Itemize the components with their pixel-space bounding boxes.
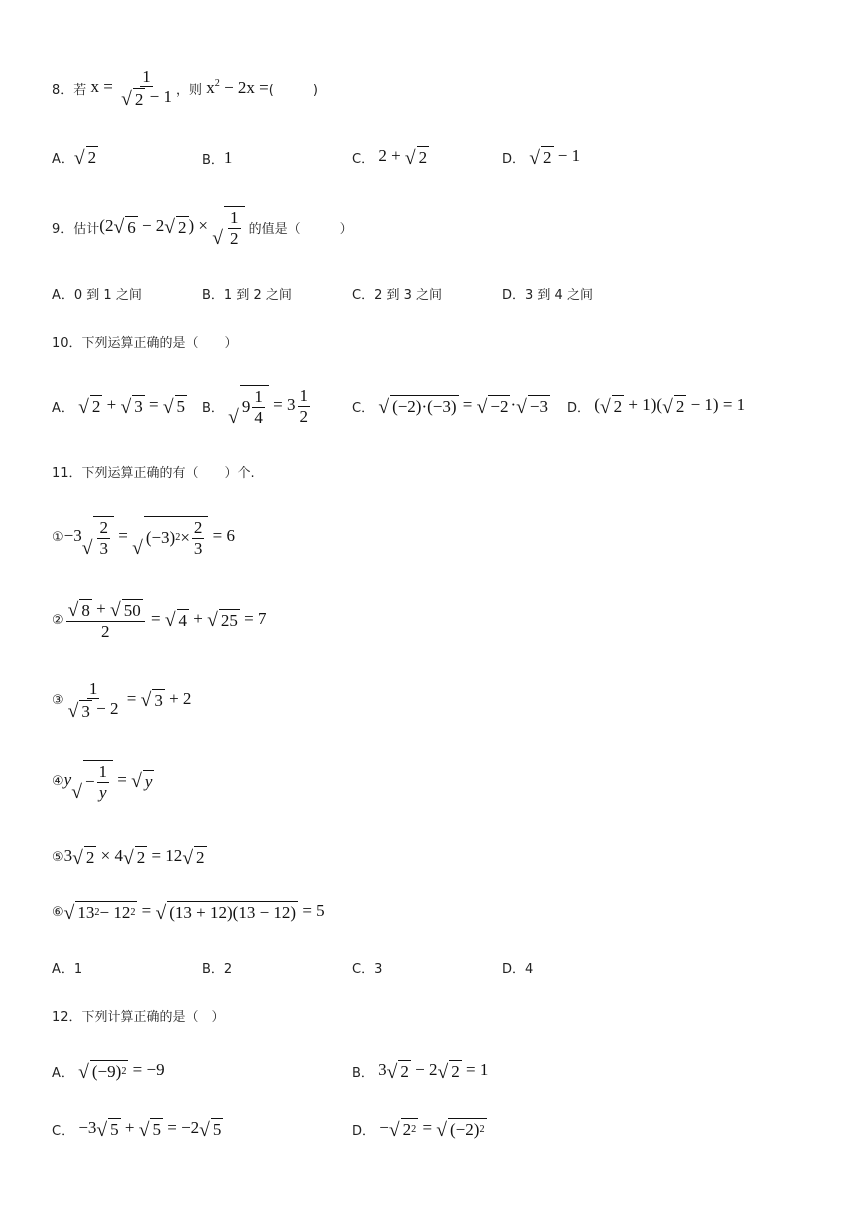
- q9-option-b: B．1 到 2 之间: [202, 288, 292, 303]
- q11-item-5: ⑤ 3 √ 2 × 4 √ 2 = 12 √ 2: [52, 845, 205, 869]
- q11-item-4: ④ y √ − $\frac{1}{y}$ = √ y: [52, 761, 153, 803]
- q8-option-a: A． √ 2: [52, 147, 97, 169]
- q10-option-a: A． √ 2 + √ 3 = √ 5: [52, 394, 186, 418]
- q11-item-1: ① −3 √ $\frac{2}{3}$ = √ (−3) 2 × $\frac{2}{3}$ = 6: [52, 517, 236, 559]
- q8-paren: ( ): [268, 82, 318, 98]
- q10-option-b: B． √ 9 $\frac{1}{4}$ = 3 $\frac{1}{2}$: [202, 385, 308, 428]
- q9-expression: (2 √ 6 − 2 √ 2 ) × √ $\frac{1}{2}$: [99, 206, 244, 248]
- q9-stem: 9．估计 (2 √ 6 − 2 √ 2 ) × √ $\frac{1}{2}$ 的值是（ ）: [52, 207, 353, 249]
- q11-item-6: ⑥ √ 13 2 − 12 2 = √ (13 + 12)(13 − 12) = 5: [52, 900, 325, 924]
- q12-stem: 12．下列计算正确的是（ ）: [52, 1010, 225, 1025]
- q11-item-3: ③ 1 √ 3 − 2 = √ 3 + 2: [52, 678, 192, 722]
- q12-option-d: D． − √ 2 2 = √ (−2) 2: [352, 1117, 485, 1141]
- q11-item-2: ② √ 8 + √ 50 2 = √ 4 + √ 25 = 7: [52, 598, 267, 641]
- q8-equation: x = 1 √ 2 − 1: [86, 66, 172, 110]
- q12-option-b: B． 3 √ 2 − 2 √ 2 = 1: [352, 1059, 489, 1083]
- q12-option-c: C． −3 √ 5 + √ 5 = −2 √ 5: [52, 1117, 222, 1141]
- q11-option-a: A．1: [52, 962, 83, 977]
- q8-expression: $x^2 - 2x$ =: [201, 77, 269, 97]
- q8-number: 8．若: [52, 82, 87, 98]
- q9-option-d: D．3 到 4 之间: [502, 288, 593, 303]
- q11-option-b: B．2: [202, 962, 233, 977]
- q9-option-c: C．2 到 3 之间: [352, 288, 443, 303]
- q12-option-a: A． √ (−9) 2 = −9: [52, 1059, 165, 1083]
- q10-option-c: C． √ (−2)·(−3) = √ −2 · √ −3: [352, 394, 548, 418]
- q8-stem: [52, 68, 318, 108]
- q8-option-d: D． √ 2 − 1: [502, 146, 581, 169]
- q8-option-c: C． 2 + √ 2: [352, 146, 428, 169]
- q11-option-c: C．3: [352, 962, 383, 977]
- q10-option-d: D． ( √ 2 + 1)( √ 2 − 1) = 1: [567, 394, 746, 418]
- q11-option-d: D．4: [502, 962, 534, 977]
- q10-stem: 10．下列运算正确的是（ ）: [52, 336, 238, 351]
- q11-stem: 11．下列运算正确的有（ ）个.: [52, 466, 255, 481]
- q9-option-a: A．0 到 1 之间: [52, 288, 142, 303]
- q8-then: ，则: [175, 82, 202, 98]
- q8-option-b: B． 1: [202, 148, 233, 168]
